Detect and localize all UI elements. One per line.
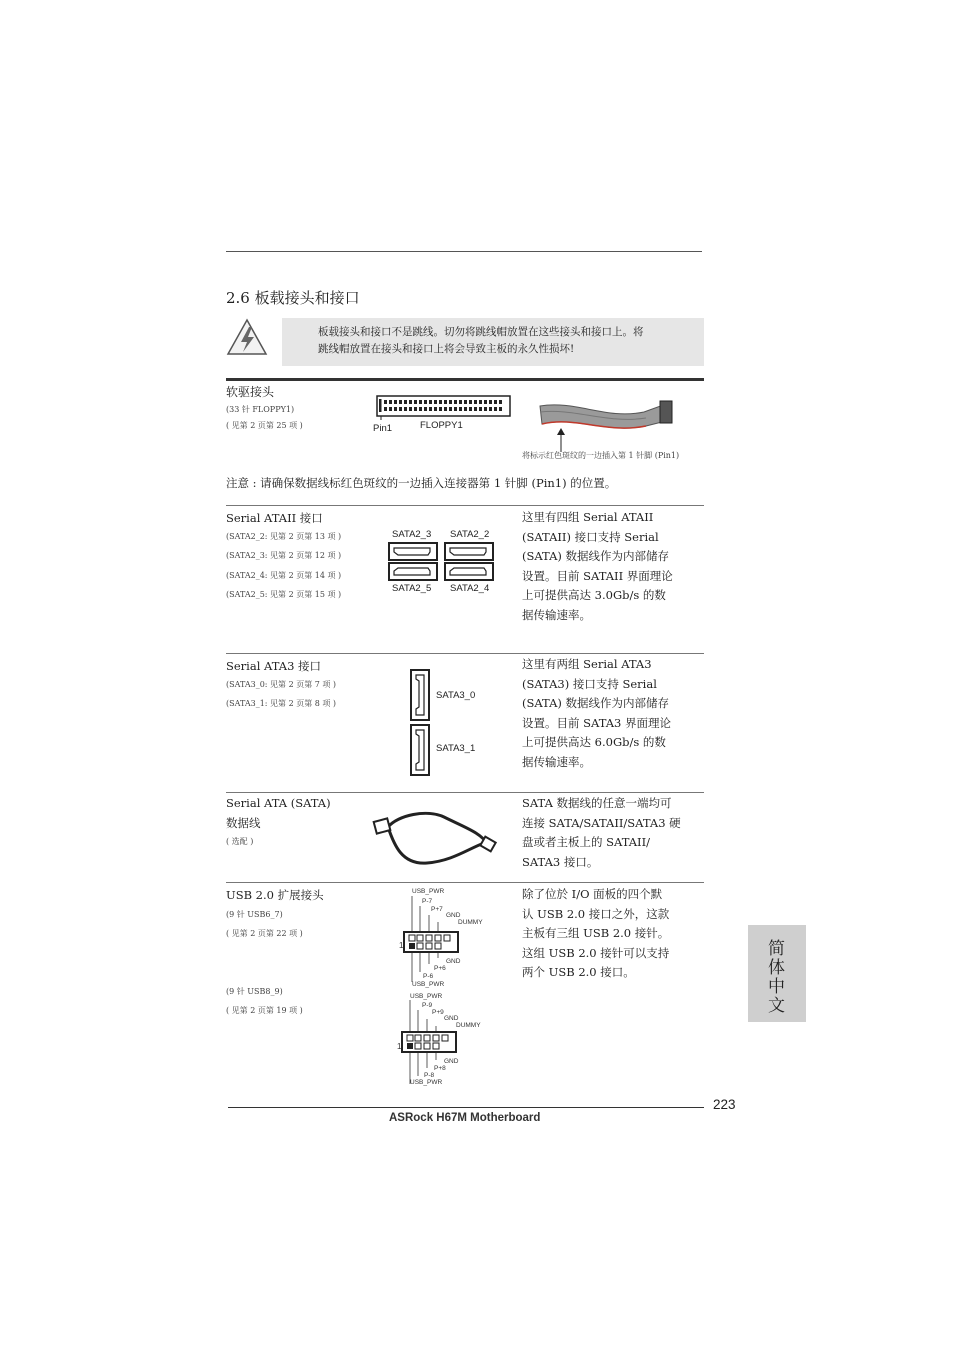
language-side-tab-label: 简体中文 [764, 939, 784, 1015]
sata3-label-1: SATA3_1 [436, 743, 476, 754]
sata2-label-5: SATA2_5 [392, 583, 432, 594]
sata2-label-4: SATA2_4 [450, 583, 490, 594]
warning-box [282, 318, 704, 366]
sata-cable-title-2: 数据线 [226, 816, 261, 830]
usb-b-bot-pwr: USB_PWR [410, 1079, 443, 1086]
sata-cable-image [372, 805, 497, 870]
floppy-sub-2: ( 见第 2 页第 25 项 ) [226, 421, 303, 430]
usb-a-bot-pp: P+6 [434, 965, 446, 972]
bottom-rule [228, 1107, 704, 1108]
usb-sub-3: (9 针 USB8_9) [226, 987, 283, 996]
usb-b-bot-pp: P+8 [434, 1065, 446, 1072]
sata2-description: 这里有四组 Serial ATAII (SATAII) 接口支持 Serial (SATA) 数据线作为内部储存 设置。目前 SATAII 界面理论 上可提供高达 3.0Gb/s 的数 据传输速率。 [522, 510, 673, 622]
sata-cable-title-1: Serial ATA (SATA) [226, 796, 331, 810]
sata2-sub-4: (SATA2_5: 见第 2 页第 15 项 ) [226, 590, 342, 599]
usb-b-one: 1 [397, 1042, 402, 1051]
footer-product-name: ASRock H67M Motherboard [389, 1112, 541, 1124]
warning-line-2: 跳线帽放置在接头和接口上将会导致主板的永久性损坏! [318, 343, 575, 355]
usb-a-top-p: P-7 [422, 898, 433, 905]
sata2-title: Serial ATAII 接口 [226, 511, 323, 525]
language-side-tab [748, 925, 806, 1022]
sata-cable-sub: ( 选配 ) [226, 837, 254, 846]
sata-cable-description: SATA 数据线的任意一端均可 连接 SATA/SATAII/SATA3 硬 盘或者主板上的 SATAII/ SATA3 接口。 [522, 796, 681, 869]
usb-a-bot-pwr: USB_PWR [412, 981, 445, 988]
sata3-label-0: SATA3_0 [436, 690, 476, 701]
usb-sub-4: ( 见第 2 页第 19 项 ) [226, 1006, 303, 1015]
sata2-divider [226, 505, 704, 506]
usb-description: 除了位於 I/O 面板的四个默 认 USB 2.0 接口之外，这款 主板有三组 USB 2.0 接针。 这组 USB 2.0 接针可以支持 两个 USB 2.0 接口。 [522, 887, 670, 979]
floppy-sub-1: (33 针 FLOPPY1) [226, 405, 295, 414]
usb-title: USB 2.0 扩展接头 [226, 888, 324, 902]
sata3-title: Serial ATA3 接口 [226, 659, 322, 673]
sata3-connector-0 [410, 669, 432, 721]
usb-a-bot-p: P-6 [423, 973, 434, 980]
floppy-arrow-icon [556, 428, 566, 452]
sata3-divider [226, 653, 704, 654]
sata-cable-divider [226, 792, 704, 793]
section-divider [226, 378, 704, 381]
usb-b-dummy: DUMMY [456, 1022, 481, 1029]
usb-a-top-pwr: USB_PWR [412, 888, 445, 895]
page-number: 223 [713, 1097, 736, 1112]
usb-a-dummy: DUMMY [458, 919, 483, 926]
usb-a-top-gnd: GND [446, 912, 461, 919]
usb-b-top-gnd: GND [444, 1015, 459, 1022]
floppy-connector [376, 395, 511, 420]
usb-a-top-pp: P+7 [431, 906, 443, 913]
section-title: 2.6 板载接头和接口 [226, 289, 360, 307]
sata2-connector-block [388, 542, 496, 582]
sata2-label-3: SATA2_3 [392, 529, 432, 540]
usb-b-bot-gnd: GND [444, 1058, 459, 1065]
sata2-sub-3: (SATA2_4: 见第 2 页第 14 项 ) [226, 571, 342, 580]
usb-sub-1: (9 针 USB6_7) [226, 910, 283, 919]
sata3-sub-2: (SATA3_1: 见第 2 页第 8 项 ) [226, 699, 337, 708]
usb-b-bot-p: P-8 [424, 1072, 435, 1079]
usb-b-top-pwr: USB_PWR [410, 993, 443, 1000]
floppy-pin1-label: Pin1 [373, 423, 393, 434]
floppy-title: 软驱接头 [226, 385, 275, 399]
top-rule [226, 251, 702, 252]
sata3-sub-1: (SATA3_0: 见第 2 页第 7 项 ) [226, 680, 337, 689]
sata2-sub-2: (SATA2_3: 见第 2 页第 12 项 ) [226, 551, 342, 560]
usb-a-bot-gnd: GND [446, 958, 461, 965]
usb-header-8-9 [396, 990, 496, 1094]
floppy-cable-note: 将标示红色斑纹的一边插入第 1 针脚 (Pin1) [522, 451, 680, 460]
usb-b-top-p: P-9 [422, 1002, 433, 1009]
sata2-sub-1: (SATA2_2: 见第 2 页第 13 项 ) [226, 532, 342, 541]
sata3-connector-1 [410, 724, 432, 776]
usb-b-top-pp: P+9 [432, 1009, 444, 1016]
floppy-connector-label: FLOPPY1 [420, 420, 463, 431]
usb-divider [226, 882, 704, 883]
usb-header-6-7 [398, 886, 498, 990]
sata3-description: 这里有两组 Serial ATA3 (SATA3) 接口支持 Serial (SATA) 数据线作为内部储存 设置。目前 SATA3 界面理论 上可提供高达 6.0Gb/s 的数 据传输速率。 [522, 657, 672, 769]
floppy-note: 注意 : 请确保数据线标红色斑纹的一边插入连接器第 1 针脚 (Pin1) 的位置。 [226, 476, 617, 490]
warning-icon [226, 318, 268, 356]
sata2-label-2: SATA2_2 [450, 529, 490, 540]
usb-a-one: 1 [399, 941, 404, 950]
usb-sub-2: ( 见第 2 页第 22 项 ) [226, 929, 303, 938]
warning-line-1: 板载接头和接口不是跳线。切勿将跳线帽放置在这些接头和接口上。将 [318, 326, 644, 338]
